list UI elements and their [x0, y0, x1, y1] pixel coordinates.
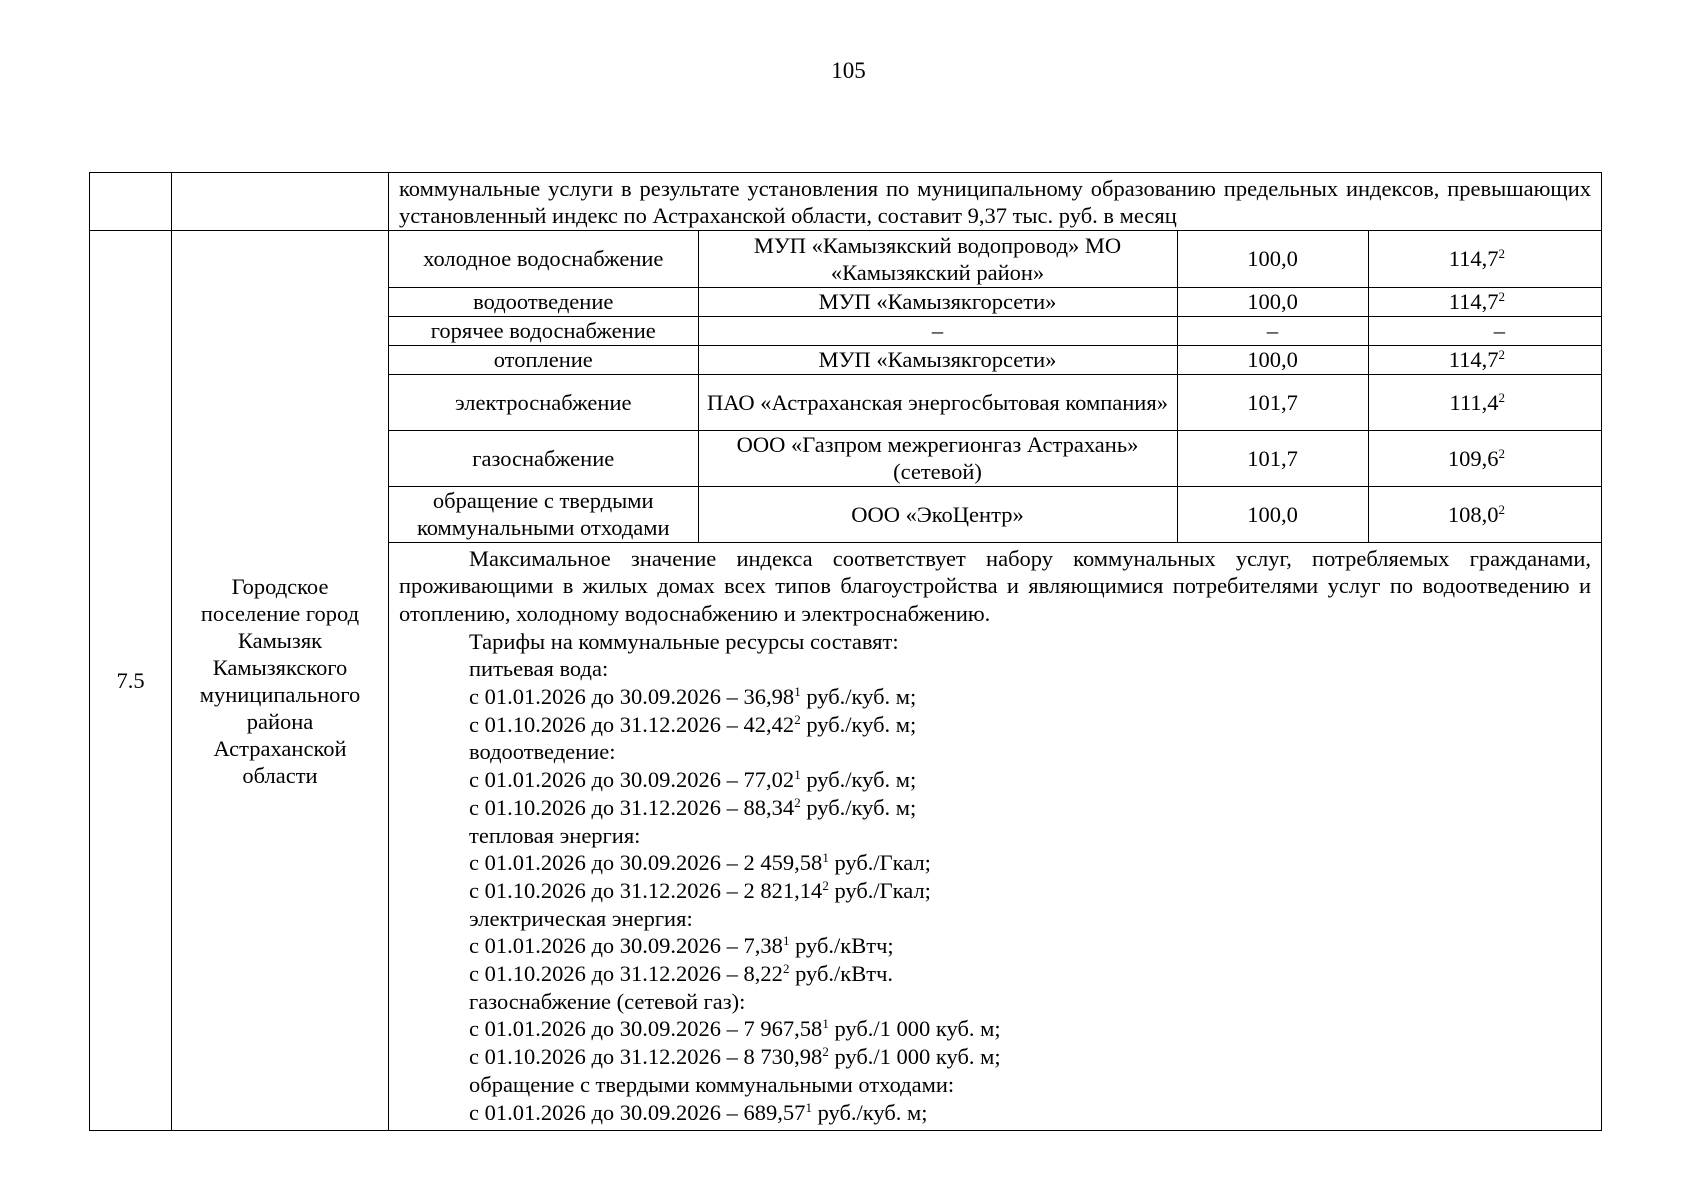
service-name: газоснабжение: [389, 430, 698, 486]
tariff-line: [399, 849, 1591, 877]
municipality-name: Городское поселение город Камызяк Камызякского муниципального района Астраханской области: [172, 231, 389, 1131]
index-value: 114,7: [1448, 347, 1499, 372]
services-block: [389, 231, 1602, 1131]
tariff-footnote: 1: [794, 767, 801, 783]
index-value: 114,7: [1448, 246, 1499, 272]
service-row: [389, 486, 1601, 542]
tariff-footnote: 1: [794, 684, 801, 700]
tariff-footnote: 2: [794, 794, 801, 810]
tariff-period-value: с 01.10.2026 до 31.12.2026 – 8,22: [469, 961, 783, 987]
service-name: обращение с твердыми коммунальными отходами: [389, 486, 698, 542]
service-index-1: 101,7: [1177, 430, 1368, 486]
tariff-unit: руб./куб. м;: [800, 794, 917, 820]
service-index-2: [1368, 374, 1601, 430]
service-index-1: 101,7: [1177, 374, 1368, 430]
tariff-line: [399, 1099, 1591, 1127]
tariff-footnote: 2: [782, 961, 790, 977]
tariff-unit: руб./1 000 куб. м;: [828, 1044, 1001, 1070]
tariff-group-title: газоснабжение (сетевой газ):: [469, 988, 746, 1014]
tariff-line: [399, 711, 1591, 739]
tariff-footnote: 1: [822, 1016, 829, 1032]
tariff-period-value: с 01.10.2026 до 31.12.2026 – 8 730,98: [469, 1044, 823, 1070]
continuation-name-cell: [172, 173, 389, 231]
tariff-line: [399, 1043, 1591, 1071]
tariff-unit: руб./1 000 куб. м;: [828, 1016, 1001, 1042]
index-value: 111,4: [1449, 389, 1499, 415]
tariff-unit: руб./куб. м;: [800, 711, 917, 737]
tariff-period-value: с 01.01.2026 до 30.09.2026 – 689,57: [469, 1099, 806, 1125]
service-name: отопление: [389, 345, 698, 374]
tariff-unit: руб./кВтч.: [789, 961, 894, 987]
service-row: [389, 430, 1601, 486]
index-footnote: 2: [1498, 289, 1505, 304]
tariff-footnote: 2: [822, 1044, 829, 1060]
service-row: [389, 231, 1601, 287]
tariff-unit: руб./Гкал;: [828, 877, 931, 903]
index-footnote: 2: [1498, 246, 1505, 262]
tariff-period-value: с 01.01.2026 до 30.09.2026 – 7,38: [469, 933, 783, 959]
service-index-1: 100,0: [1177, 345, 1368, 374]
tariff-line: [399, 960, 1591, 988]
tariffs-intro: Тарифы на коммунальные ресурсы составят:: [469, 628, 899, 654]
service-index-1: –: [1177, 316, 1368, 345]
service-index-1: 100,0: [1177, 231, 1368, 287]
service-name: электроснабжение: [389, 374, 698, 430]
tariff-footnote: 1: [782, 933, 790, 949]
continuation-row: [90, 173, 1602, 231]
service-provider: МУП «Камызякгорсети»: [698, 345, 1177, 374]
service-index-2: [1368, 486, 1601, 542]
service-row: [389, 316, 1601, 345]
tariff-line: [399, 877, 1591, 905]
service-name: горячее водоснабжение: [389, 316, 698, 345]
tariff-unit: руб./куб. м;: [811, 1099, 928, 1125]
service-provider: МУП «Камызякгорсети»: [698, 287, 1177, 316]
service-provider: МУП «Камызякский водопровод» МО «Камызякский район»: [698, 231, 1177, 287]
continuation-number-cell: [90, 173, 172, 231]
tariff-period-value: с 01.10.2026 до 31.12.2026 – 2 821,14: [469, 877, 823, 903]
index-explanation: Максимальное значение индекса соответствует набору коммунальных услуг, потребляемых гражданами, проживающими в жилых домах всех типов благоустройства и являющимися потребителями услуг по водоотведению и отоплению, холодному водоснабжению и электроснабжению.: [399, 545, 1591, 626]
index-footnote: 2: [1498, 347, 1505, 362]
index-footnote: 2: [1498, 445, 1505, 461]
tariff-footnote: 2: [794, 711, 801, 727]
service-index-2: [1368, 316, 1601, 345]
service-name: водоотведение: [389, 287, 698, 316]
tariff-group-title: электрическая энергия:: [469, 905, 693, 931]
tariff-footnote: 1: [805, 1099, 812, 1115]
service-row: [389, 287, 1601, 316]
service-index-2: [1368, 287, 1601, 316]
index-value: 108,0: [1447, 501, 1499, 527]
service-index-1: 100,0: [1177, 287, 1368, 316]
service-provider: –: [698, 316, 1177, 345]
index-value: 109,6: [1447, 445, 1499, 471]
service-index-2: [1368, 430, 1601, 486]
tariff-line: [399, 683, 1591, 711]
services-table: [389, 231, 1601, 543]
tariff-unit: руб./Гкал;: [828, 850, 931, 876]
tariff-footnote: 2: [822, 877, 829, 893]
index-footnote: 2: [1498, 501, 1505, 517]
service-name: холодное водоснабжение: [389, 231, 698, 287]
service-provider: ПАО «Астраханская энергосбытовая компания»: [698, 374, 1177, 430]
tariff-line: [399, 932, 1591, 960]
tariff-period-value: с 01.01.2026 до 30.09.2026 – 77,02: [469, 767, 795, 793]
tariff-unit: руб./кВтч;: [789, 933, 894, 959]
service-index-2: [1368, 345, 1601, 374]
tariff-unit: руб./куб. м;: [800, 767, 917, 793]
tariff-period-value: с 01.01.2026 до 30.09.2026 – 36,98: [469, 684, 795, 710]
service-provider: ООО «ЭкоЦентр»: [698, 486, 1177, 542]
index-value: –: [1493, 318, 1505, 343]
tariff-table: [89, 172, 1602, 1131]
service-index-1: 100,0: [1177, 486, 1368, 542]
tariff-line: [399, 766, 1591, 794]
service-row: [389, 345, 1601, 374]
tariff-period-value: с 01.01.2026 до 30.09.2026 – 2 459,58: [469, 850, 823, 876]
tariff-group-title: водоотведение:: [469, 739, 616, 765]
tariff-period-value: с 01.01.2026 до 30.09.2026 – 7 967,58: [469, 1016, 823, 1042]
tariff-unit: руб./куб. м;: [800, 684, 917, 710]
tariff-group-title: обращение с твердыми коммунальными отходами:: [469, 1071, 955, 1097]
continuation-text: коммунальные услуги в результате установления по муниципальному образованию предельных индексов, превышающих установленный индекс по Астраханской области, составит 9,37 тыс. руб. в месяц: [389, 173, 1602, 231]
index-value: 114,7: [1448, 289, 1499, 314]
service-index-2: [1368, 231, 1601, 287]
row-number: 7.5: [90, 231, 172, 1131]
tariff-period-value: с 01.10.2026 до 31.12.2026 – 42,42: [469, 711, 795, 737]
tariff-line: [399, 794, 1591, 822]
tariff-group-title: тепловая энергия:: [469, 822, 641, 848]
tariff-group-title: питьевая вода:: [469, 656, 609, 682]
tariff-line: [399, 1015, 1591, 1043]
table-row: [90, 231, 1602, 1131]
tariff-period-value: с 01.10.2026 до 31.12.2026 – 88,34: [469, 794, 795, 820]
service-row: [389, 374, 1601, 430]
page-number: 105: [831, 58, 866, 83]
index-footnote: 2: [1498, 389, 1505, 405]
tariff-info: [389, 543, 1601, 1131]
service-provider: ООО «Газпром межрегионгаз Астрахань» (сетевой): [698, 430, 1177, 486]
tariff-footnote: 1: [822, 850, 829, 866]
